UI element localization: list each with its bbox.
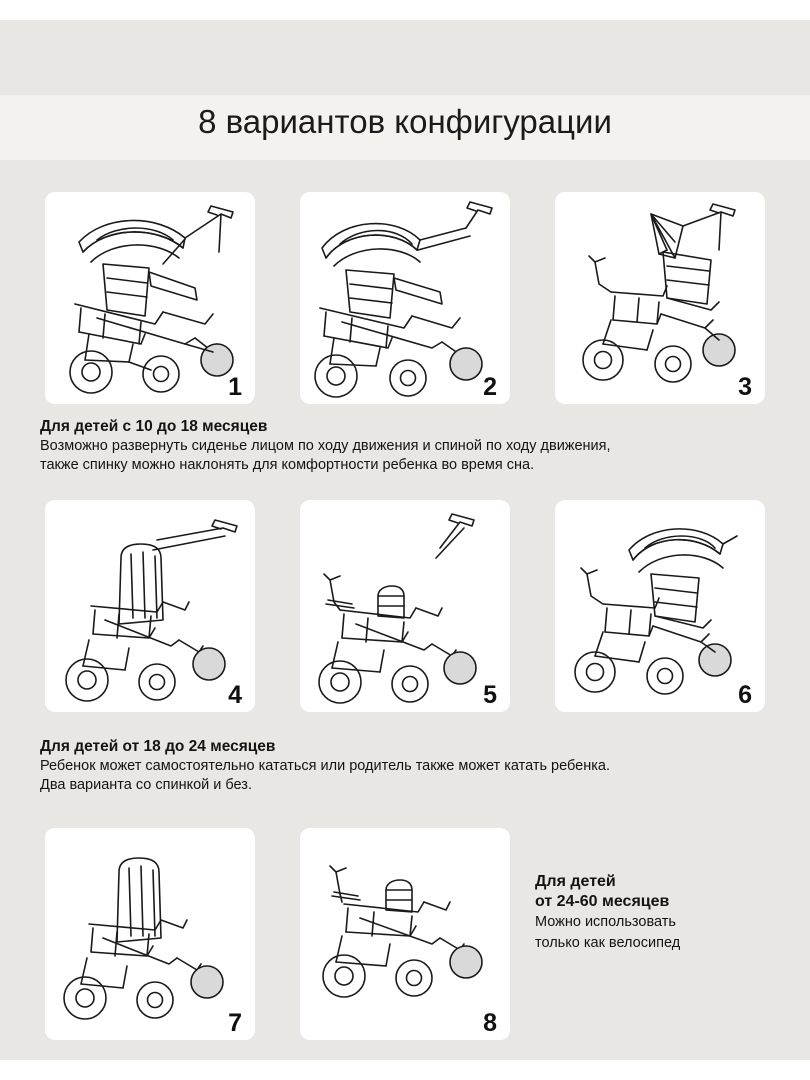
stroller-illustration-5 (300, 500, 510, 712)
side-note-line1: Можно использовать (535, 914, 676, 931)
age-section-1-line1: Возможно развернуть сиденье лицом по ходу движения и спиной по ходу движения, (40, 438, 611, 454)
card-number-1: 1 (228, 373, 242, 401)
stroller-illustration-7 (45, 828, 255, 1040)
configuration-card-8[interactable] (300, 828, 510, 1040)
side-note-line2: только как велосипед (535, 934, 681, 951)
card-number-5: 5 (483, 681, 497, 709)
side-note-heading-line1: Для детей (535, 873, 616, 890)
configuration-card-1[interactable] (45, 192, 255, 404)
card-number-2: 2 (483, 373, 497, 401)
age-section-1 (40, 418, 770, 475)
stroller-illustration-3 (555, 192, 765, 404)
configuration-card-7[interactable] (45, 828, 255, 1040)
age-section-2-line2: Два варианта со спинкой и без. (40, 776, 252, 793)
configuration-card-6[interactable] (555, 500, 765, 712)
stroller-illustration-1 (45, 192, 255, 404)
age-section-1-heading: Для детей с 10 до 18 месяцев (40, 418, 268, 435)
configuration-card-3[interactable] (555, 192, 765, 404)
age-section-2 (40, 738, 770, 795)
configuration-card-5[interactable] (300, 500, 510, 712)
configuration-card-2[interactable] (300, 192, 510, 404)
card-number-6: 6 (738, 681, 752, 709)
stroller-illustration-8 (300, 828, 510, 1040)
age-section-2-line1: Ребенок может самостоятельно кататься или родитель также может катать ребенка. (40, 758, 610, 774)
side-note-heading-line2: от 24-60 месяцев (535, 892, 670, 910)
configuration-card-4[interactable] (45, 500, 255, 712)
stroller-illustration-4 (45, 500, 255, 712)
card-number-8: 8 (483, 1009, 497, 1037)
age-section-2-heading: Для детей от 18 до 24 месяцев (40, 738, 276, 755)
card-number-3: 3 (738, 373, 752, 401)
page-title: 8 вариантов конфигурации (198, 103, 612, 140)
stroller-illustration-2 (300, 192, 510, 404)
card-number-4: 4 (228, 681, 242, 709)
age-side-note (535, 872, 785, 953)
age-section-1-line2: также спинку можно наклонять для комфортности ребенка во время сна. (40, 456, 535, 473)
stroller-illustration-6 (555, 500, 765, 712)
card-number-7: 7 (228, 1009, 242, 1037)
